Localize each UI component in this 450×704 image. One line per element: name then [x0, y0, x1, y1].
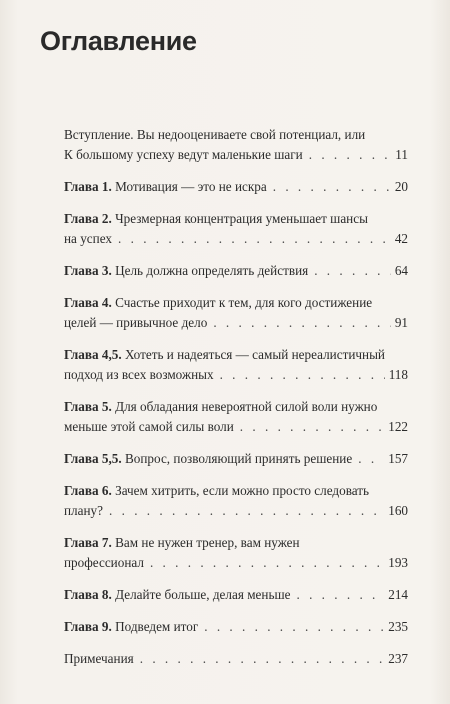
toc-entry[interactable] — [64, 617, 408, 637]
dot-leader — [109, 501, 384, 521]
chapter-label: Глава 4. — [64, 295, 112, 310]
table-of-contents — [64, 125, 408, 681]
toc-entry-text — [64, 145, 303, 165]
toc-entry-text — [64, 501, 103, 521]
toc-entry[interactable] — [64, 345, 408, 385]
page-number: 11 — [395, 147, 408, 162]
dot-leader — [358, 449, 384, 469]
toc-entry-text — [64, 313, 207, 333]
toc-entry-last-line — [64, 365, 408, 385]
dot-leader — [240, 417, 384, 437]
toc-entry-line — [64, 397, 408, 417]
dot-leader — [140, 649, 385, 669]
chapter-label: Глава 7. — [64, 535, 112, 550]
chapter-title-text: Счастье приходит к тем, для кого достижение — [115, 295, 373, 310]
toc-entry-text — [64, 127, 365, 142]
toc-entry-line — [64, 209, 408, 229]
toc-entry-text — [64, 417, 234, 437]
page-number: 64 — [394, 263, 408, 278]
page-number: 157 — [388, 451, 408, 466]
chapter-label: Глава 2. — [64, 211, 112, 226]
toc-entry-last-line — [64, 177, 408, 197]
toc-entry-text — [64, 211, 368, 226]
chapter-label: Глава 3. — [64, 263, 112, 278]
chapter-title-text: Зачем хитрить, если можно просто следовать — [115, 483, 370, 498]
dot-leader — [314, 261, 391, 281]
chapter-title-text: меньше этой самой силы воли — [64, 419, 234, 434]
page-title: Оглавление — [40, 26, 197, 56]
toc-entry-text — [64, 365, 214, 385]
toc-entry[interactable] — [64, 649, 408, 669]
chapter-label: Глава 1. — [64, 179, 112, 194]
toc-entry-text — [64, 649, 134, 669]
toc-entry[interactable] — [64, 125, 408, 165]
toc-entry-last-line — [64, 449, 408, 469]
chapter-title-text: Вступление. Вы недооцениваете свой потенциал, или — [64, 127, 366, 142]
page-number: 160 — [388, 503, 408, 518]
toc-entry-line — [64, 533, 408, 553]
page-number: 214 — [388, 587, 408, 602]
toc-entry-last-line — [64, 229, 408, 249]
page-number: 118 — [388, 367, 408, 382]
chapter-title-text: Хотеть и надеяться — самый нереалистичный — [124, 347, 385, 362]
toc-entry-text — [64, 229, 112, 249]
toc-entry-text — [64, 347, 385, 362]
chapter-label: Глава 5,5. — [64, 451, 122, 466]
page-number: 237 — [388, 651, 408, 666]
chapter-title-text: Мотивация — это не искра — [115, 179, 267, 194]
toc-entry-last-line — [64, 553, 408, 573]
toc-entry-last-line — [64, 261, 408, 281]
chapter-title-text: Для обладания невероятной силой воли нужно — [115, 399, 378, 414]
toc-entry-last-line — [64, 313, 408, 333]
toc-entry-line — [64, 293, 408, 313]
toc-entry-last-line — [64, 649, 408, 669]
toc-entry-text — [64, 585, 290, 605]
chapter-title-text: Цель должна определять действия — [115, 263, 309, 278]
page-number: 235 — [388, 619, 408, 634]
toc-entry-text — [64, 535, 300, 550]
chapter-title-text: Делайте больше, делая меньше — [115, 587, 291, 602]
toc-entry-text — [64, 553, 144, 573]
page-number: 42 — [394, 231, 408, 246]
dot-leader — [213, 313, 391, 333]
toc-entry[interactable] — [64, 209, 408, 249]
dot-leader — [220, 365, 385, 385]
chapter-title-text: Вам не нужен тренер, вам нужен — [115, 535, 300, 550]
chapter-label: Глава 5. — [64, 399, 112, 414]
dot-leader — [273, 177, 391, 197]
toc-entry[interactable] — [64, 177, 408, 197]
chapter-label: Глава 4,5. — [64, 347, 122, 362]
chapter-title-text: на успех — [64, 231, 112, 246]
page-number: 193 — [388, 555, 408, 570]
toc-entry[interactable] — [64, 293, 408, 333]
toc-entry[interactable] — [64, 449, 408, 469]
dot-leader — [150, 553, 384, 573]
chapter-title-text: Вопрос, позволяющий принять решение — [124, 451, 353, 466]
chapter-title-text: плану? — [64, 503, 103, 518]
toc-entry-text — [64, 617, 198, 637]
toc-entry-last-line — [64, 585, 408, 605]
page-number: 122 — [388, 419, 408, 434]
dot-leader — [309, 145, 392, 165]
toc-entry[interactable] — [64, 481, 408, 521]
toc-entry-text — [64, 449, 352, 469]
chapter-label: Глава 9. — [64, 619, 112, 634]
chapter-title-text: К большому успеху ведут маленькие шаги — [64, 147, 303, 162]
toc-entry[interactable] — [64, 397, 408, 437]
toc-entry[interactable] — [64, 261, 408, 281]
chapter-title-text: целей — привычное дело — [64, 315, 208, 330]
toc-entry-line — [64, 481, 408, 501]
toc-entry[interactable] — [64, 585, 408, 605]
toc-entry-last-line — [64, 501, 408, 521]
toc-entry-text — [64, 177, 267, 197]
toc-entry-last-line — [64, 145, 408, 165]
toc-entry-last-line — [64, 617, 408, 637]
toc-entry-text — [64, 483, 369, 498]
dot-leader — [118, 229, 391, 249]
toc-entry[interactable] — [64, 533, 408, 573]
chapter-title-text: Чрезмерная концентрация уменьшает шансы — [115, 211, 368, 226]
chapter-label: Глава 8. — [64, 587, 112, 602]
dot-leader — [204, 617, 384, 637]
chapter-title-text: Подведем итог — [115, 619, 199, 634]
page-number: 20 — [394, 179, 408, 194]
chapter-title-text: подход из всех возможных — [64, 367, 214, 382]
toc-entry-line — [64, 125, 408, 145]
dot-leader — [296, 585, 384, 605]
chapter-label: Глава 6. — [64, 483, 112, 498]
toc-entry-text — [64, 399, 377, 414]
toc-entry-text — [64, 261, 308, 281]
toc-entry-line — [64, 345, 408, 365]
toc-entry-last-line — [64, 417, 408, 437]
toc-entry-text — [64, 295, 372, 310]
page-number: 91 — [394, 315, 408, 330]
chapter-title-text: Примечания — [64, 651, 134, 666]
chapter-title-text: профессионал — [64, 555, 144, 570]
